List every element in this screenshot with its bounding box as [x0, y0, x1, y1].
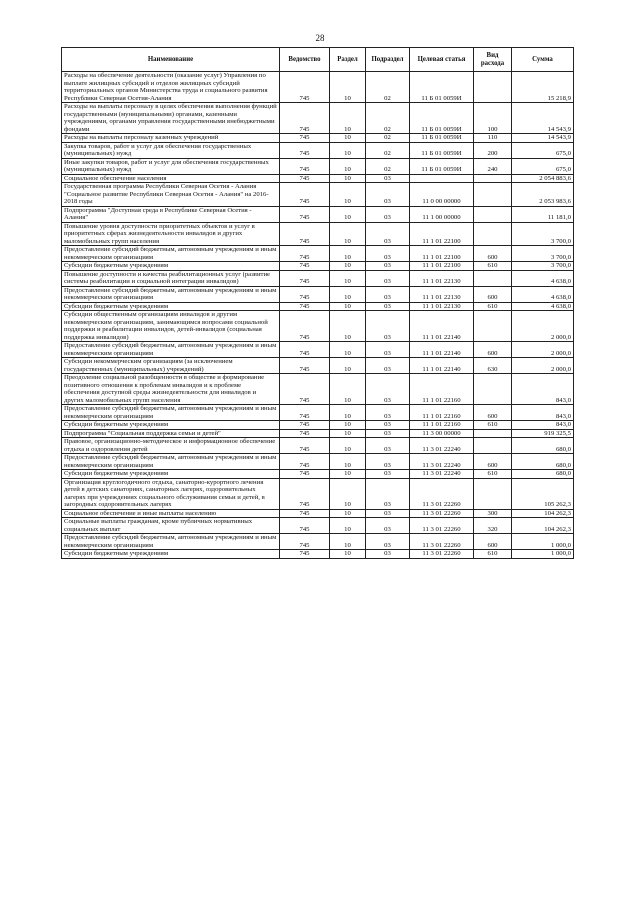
- cell-razdel: 10: [330, 454, 366, 470]
- header-statya: Целевая статья: [410, 48, 474, 72]
- cell-podrazdel: 02: [366, 158, 410, 174]
- cell-razdel: 10: [330, 518, 366, 534]
- header-razdel: Раздел: [330, 48, 366, 72]
- cell-podrazdel: 03: [366, 454, 410, 470]
- cell-name: Предоставление субсидий бюджетным, автономным учреждениям и иным некоммерческим организациям: [62, 286, 280, 302]
- cell-podrazdel: 02: [366, 72, 410, 103]
- table-row: [62, 509, 574, 518]
- cell-ved: 745: [280, 470, 330, 479]
- cell-ved: 745: [280, 158, 330, 174]
- cell-podrazdel: 02: [366, 142, 410, 158]
- cell-name: Социальное обеспечение населения: [62, 174, 280, 183]
- cell-name: Расходы на выплаты персоналу казенных учреждений: [62, 134, 280, 143]
- cell-razdel: 10: [330, 103, 366, 134]
- cell-statya: 11 1 01 22160: [410, 421, 474, 430]
- cell-ved: 745: [280, 302, 330, 311]
- table-row: [62, 470, 574, 479]
- table-row: [62, 286, 574, 302]
- cell-statya: 11 Б 01 0059И: [410, 158, 474, 174]
- cell-statya: 11 3 01 22240: [410, 438, 474, 454]
- cell-name: Организация круглогодичного отдыха, санаторно-курортного лечения детей в детских санаториях, санаторных лагерях, оздоровительных лагерях при учреждениях социального обслуживания семьи и детей, в загородных оздоровительных лагерях: [62, 478, 280, 509]
- cell-name: Предоставление субсидий бюджетным, автономным учреждениям и иным некоммерческим организациям: [62, 342, 280, 358]
- cell-vid: 110: [474, 134, 512, 143]
- cell-razdel: 10: [330, 374, 366, 405]
- table-row: [62, 206, 574, 222]
- cell-name: Подпрограмма "Социальная поддержка семьи и детей": [62, 429, 280, 438]
- cell-statya: 11 1 01 22140: [410, 311, 474, 342]
- cell-vid: 240: [474, 158, 512, 174]
- cell-name: Субсидии общественным организациям инвалидов и другим некоммерческим организациям, занимающимся вопросами социальной поддержки и реабилитации инвалидов, детей-инвалидов (социальная поддержка инвалидов): [62, 311, 280, 342]
- cell-name: Социальные выплаты гражданам, кроме публичных нормативных социальных выплат: [62, 518, 280, 534]
- cell-vid: [474, 311, 512, 342]
- cell-summa: 11 181,0: [512, 206, 574, 222]
- table-row: [62, 550, 574, 559]
- cell-summa: 4 638,0: [512, 286, 574, 302]
- cell-ved: 745: [280, 174, 330, 183]
- cell-razdel: 10: [330, 509, 366, 518]
- cell-podrazdel: 03: [366, 374, 410, 405]
- table-row: [62, 518, 574, 534]
- cell-podrazdel: 03: [366, 270, 410, 286]
- table-row: [62, 429, 574, 438]
- cell-summa: 3 700,0: [512, 222, 574, 246]
- cell-ved: 745: [280, 454, 330, 470]
- cell-vid: 600: [474, 405, 512, 421]
- cell-summa: 843,0: [512, 374, 574, 405]
- cell-podrazdel: 03: [366, 246, 410, 262]
- table-body: [62, 72, 574, 559]
- cell-ved: 745: [280, 222, 330, 246]
- cell-razdel: 10: [330, 134, 366, 143]
- table-row: [62, 302, 574, 311]
- cell-statya: 11 3 01 22240: [410, 470, 474, 479]
- cell-vid: 600: [474, 246, 512, 262]
- cell-name: Субсидии бюджетным учреждениям: [62, 470, 280, 479]
- cell-summa: 14 543,9: [512, 134, 574, 143]
- cell-razdel: 10: [330, 421, 366, 430]
- cell-vid: [474, 270, 512, 286]
- cell-summa: 1 000,0: [512, 534, 574, 550]
- cell-statya: 11 1 01 22140: [410, 358, 474, 374]
- cell-razdel: 10: [330, 142, 366, 158]
- cell-razdel: 10: [330, 183, 366, 207]
- table-row: [62, 311, 574, 342]
- cell-ved: 745: [280, 534, 330, 550]
- cell-summa: 15 218,9: [512, 72, 574, 103]
- cell-summa: 675,0: [512, 158, 574, 174]
- cell-vid: 610: [474, 550, 512, 559]
- table-row: [62, 134, 574, 143]
- table-row: [62, 438, 574, 454]
- cell-name: Субсидии бюджетным учреждениям: [62, 262, 280, 271]
- cell-razdel: 10: [330, 478, 366, 509]
- cell-statya: 11 3 01 22240: [410, 454, 474, 470]
- cell-summa: 680,0: [512, 454, 574, 470]
- cell-podrazdel: 03: [366, 286, 410, 302]
- cell-name: Предоставление субсидий бюджетным, автономным учреждениям и иным некоммерческим организациям: [62, 246, 280, 262]
- cell-statya: 11 0 00 00000: [410, 183, 474, 207]
- cell-ved: 745: [280, 429, 330, 438]
- cell-statya: 11 3 01 22260: [410, 478, 474, 509]
- cell-statya: 11 3 01 22260: [410, 509, 474, 518]
- table-row: [62, 405, 574, 421]
- cell-razdel: 10: [330, 174, 366, 183]
- cell-summa: 680,0: [512, 470, 574, 479]
- cell-vid: 600: [474, 286, 512, 302]
- cell-statya: 11 Б 01 0059И: [410, 142, 474, 158]
- table-row: [62, 103, 574, 134]
- cell-razdel: 10: [330, 206, 366, 222]
- cell-ved: 745: [280, 405, 330, 421]
- cell-name: Предоставление субсидий бюджетным, автономным учреждениям и иным некоммерческим организациям: [62, 405, 280, 421]
- cell-podrazdel: 03: [366, 509, 410, 518]
- cell-statya: 11 1 01 22130: [410, 302, 474, 311]
- cell-podrazdel: 03: [366, 421, 410, 430]
- cell-ved: 745: [280, 262, 330, 271]
- table-row: [62, 454, 574, 470]
- header-podrazdel: Подраздел: [366, 48, 410, 72]
- cell-podrazdel: 03: [366, 358, 410, 374]
- cell-statya: 11 1 01 22130: [410, 286, 474, 302]
- cell-razdel: 10: [330, 302, 366, 311]
- cell-podrazdel: 03: [366, 429, 410, 438]
- cell-vid: [474, 222, 512, 246]
- cell-vid: 320: [474, 518, 512, 534]
- cell-summa: 2 000,0: [512, 358, 574, 374]
- table-row: [62, 174, 574, 183]
- cell-podrazdel: 03: [366, 222, 410, 246]
- cell-podrazdel: 03: [366, 206, 410, 222]
- cell-ved: 745: [280, 311, 330, 342]
- cell-vid: 610: [474, 421, 512, 430]
- page-number: 28: [315, 33, 325, 43]
- cell-name: Повышение доступности и качества реабилитационных услуг (развитие системы реабилитации и социальной интеграции инвалидов): [62, 270, 280, 286]
- cell-podrazdel: 03: [366, 438, 410, 454]
- cell-ved: 745: [280, 246, 330, 262]
- cell-summa: 843,0: [512, 405, 574, 421]
- cell-razdel: 10: [330, 311, 366, 342]
- cell-ved: 745: [280, 550, 330, 559]
- cell-ved: 745: [280, 421, 330, 430]
- cell-name: Предоставление субсидий бюджетным, автономным учреждениям и иным некоммерческим организациям: [62, 534, 280, 550]
- cell-razdel: 10: [330, 342, 366, 358]
- table-row: [62, 358, 574, 374]
- cell-razdel: 10: [330, 222, 366, 246]
- cell-razdel: 10: [330, 286, 366, 302]
- cell-vid: [474, 429, 512, 438]
- cell-statya: 11 1 01 22100: [410, 262, 474, 271]
- cell-vid: [474, 174, 512, 183]
- cell-ved: 745: [280, 374, 330, 405]
- cell-vid: 610: [474, 302, 512, 311]
- table-header-row: [62, 48, 574, 72]
- cell-podrazdel: 03: [366, 262, 410, 271]
- cell-vid: 200: [474, 142, 512, 158]
- cell-podrazdel: 03: [366, 302, 410, 311]
- cell-summa: 104 262,3: [512, 509, 574, 518]
- cell-vid: 100: [474, 103, 512, 134]
- cell-vid: [474, 374, 512, 405]
- cell-summa: 680,0: [512, 438, 574, 454]
- cell-name: Иные закупки товаров, работ и услуг для обеспечения государственных (муниципальных) нужд: [62, 158, 280, 174]
- cell-summa: 1 000,0: [512, 550, 574, 559]
- cell-summa: 3 700,0: [512, 262, 574, 271]
- cell-summa: 104 262,3: [512, 518, 574, 534]
- header-ved: Ведомство: [280, 48, 330, 72]
- cell-razdel: 10: [330, 470, 366, 479]
- cell-vid: 610: [474, 470, 512, 479]
- cell-razdel: 10: [330, 429, 366, 438]
- cell-summa: 843,0: [512, 421, 574, 430]
- cell-ved: 745: [280, 438, 330, 454]
- budget-table: [61, 47, 574, 559]
- cell-vid: 610: [474, 262, 512, 271]
- cell-ved: 745: [280, 72, 330, 103]
- header-summa: Сумма: [512, 48, 574, 72]
- cell-summa: 2 053 983,6: [512, 183, 574, 207]
- cell-summa: 105 262,3: [512, 478, 574, 509]
- cell-name: Закупка товаров, работ и услуг для обеспечения государственных (муниципальных) нужд: [62, 142, 280, 158]
- cell-vid: 300: [474, 509, 512, 518]
- cell-statya: 11 3 01 22260: [410, 518, 474, 534]
- cell-ved: 745: [280, 342, 330, 358]
- table-row: [62, 534, 574, 550]
- cell-summa: 675,0: [512, 142, 574, 158]
- table-row: [62, 270, 574, 286]
- cell-name: Субсидии бюджетным учреждениям: [62, 550, 280, 559]
- cell-razdel: 10: [330, 158, 366, 174]
- cell-ved: 745: [280, 518, 330, 534]
- cell-podrazdel: 03: [366, 342, 410, 358]
- cell-podrazdel: 03: [366, 174, 410, 183]
- cell-razdel: 10: [330, 246, 366, 262]
- table-row: [62, 246, 574, 262]
- table-row: [62, 421, 574, 430]
- table-row: [62, 478, 574, 509]
- cell-ved: 745: [280, 509, 330, 518]
- cell-statya: 11 1 01 22130: [410, 270, 474, 286]
- cell-ved: 745: [280, 270, 330, 286]
- cell-razdel: 10: [330, 358, 366, 374]
- cell-name: Субсидии бюджетным учреждениям: [62, 421, 280, 430]
- table-row: [62, 262, 574, 271]
- cell-statya: 11 1 01 22160: [410, 374, 474, 405]
- cell-vid: [474, 72, 512, 103]
- cell-ved: 745: [280, 183, 330, 207]
- cell-vid: 600: [474, 454, 512, 470]
- cell-name: Правовое, организационно-методическое и информационное обеспечение отдыха и оздоровления детей: [62, 438, 280, 454]
- cell-razdel: 10: [330, 405, 366, 421]
- cell-podrazdel: 03: [366, 518, 410, 534]
- cell-statya: 11 3 01 22260: [410, 534, 474, 550]
- cell-razdel: 10: [330, 72, 366, 103]
- cell-summa: 2 000,0: [512, 311, 574, 342]
- table-row: [62, 72, 574, 103]
- cell-summa: 14 543,9: [512, 103, 574, 134]
- cell-razdel: 10: [330, 438, 366, 454]
- cell-summa: 3 700,0: [512, 246, 574, 262]
- cell-name: Расходы на обеспечение деятельности (оказание услуг) Управления по выплате жилищных субсидий и отделов жилищных субсидий территориальных органов Министерства труда и социального развития Республики Северная Осетия-Алания: [62, 72, 280, 103]
- cell-name: Повышение уровня доступности приоритетных объектов и услуг в приоритетных сферах жизнедеятельности инвалидов и других маломобильных групп населения: [62, 222, 280, 246]
- cell-ved: 745: [280, 206, 330, 222]
- cell-podrazdel: 03: [366, 534, 410, 550]
- cell-name: Преодоление социальной разобщенности в обществе и формирование позитивного отношения к проблемам инвалидов и к проблеме обеспечения доступной среды жизнедеятельности для инвалидов и других маломобильных групп населения: [62, 374, 280, 405]
- cell-statya: 11 Б 01 0059И: [410, 134, 474, 143]
- cell-name: Подпрограмма "Доступная среда в Республике Северная Осетия - Алания": [62, 206, 280, 222]
- cell-ved: 745: [280, 142, 330, 158]
- cell-statya: 11 1 01 22160: [410, 405, 474, 421]
- cell-statya: 11 1 01 22100: [410, 222, 474, 246]
- table-row: [62, 158, 574, 174]
- cell-podrazdel: 03: [366, 405, 410, 421]
- cell-statya: 11 1 00 00000: [410, 206, 474, 222]
- cell-statya: [410, 174, 474, 183]
- cell-razdel: 10: [330, 262, 366, 271]
- cell-vid: [474, 183, 512, 207]
- cell-name: Государственная программа Республики Северная Осетия - Алания "Социальное развитие Республики Северная Осетия - Алания" на 2016-2018 годы: [62, 183, 280, 207]
- cell-vid: [474, 438, 512, 454]
- cell-podrazdel: 03: [366, 478, 410, 509]
- cell-statya: 11 3 00 00000: [410, 429, 474, 438]
- header-vid: Вид расхода: [474, 48, 512, 72]
- cell-podrazdel: 02: [366, 103, 410, 134]
- cell-summa: 2 000,0: [512, 342, 574, 358]
- header-name: Наименование: [62, 48, 280, 72]
- cell-podrazdel: 02: [366, 134, 410, 143]
- cell-statya: 11 1 01 22140: [410, 342, 474, 358]
- cell-ved: 745: [280, 103, 330, 134]
- cell-vid: [474, 206, 512, 222]
- cell-vid: 600: [474, 342, 512, 358]
- cell-podrazdel: 03: [366, 470, 410, 479]
- table-row: [62, 142, 574, 158]
- cell-razdel: 10: [330, 550, 366, 559]
- table-row: [62, 374, 574, 405]
- table-row: [62, 222, 574, 246]
- cell-statya: 11 3 01 22260: [410, 550, 474, 559]
- cell-name: Социальное обеспечение и иные выплаты населению: [62, 509, 280, 518]
- cell-podrazdel: 03: [366, 311, 410, 342]
- cell-razdel: 10: [330, 270, 366, 286]
- cell-vid: [474, 478, 512, 509]
- cell-vid: 630: [474, 358, 512, 374]
- cell-summa: 919 325,5: [512, 429, 574, 438]
- cell-summa: 4 638,0: [512, 302, 574, 311]
- cell-ved: 745: [280, 478, 330, 509]
- cell-ved: 745: [280, 286, 330, 302]
- cell-statya: 11 1 01 22100: [410, 246, 474, 262]
- table-row: [62, 183, 574, 207]
- cell-podrazdel: 03: [366, 550, 410, 559]
- cell-name: Субсидии некоммерческим организациям (за исключением государственных (муниципальных) учреждений): [62, 358, 280, 374]
- cell-ved: 745: [280, 358, 330, 374]
- cell-razdel: 10: [330, 534, 366, 550]
- cell-summa: 2 054 883,6: [512, 174, 574, 183]
- cell-statya: 11 Б 01 0059И: [410, 103, 474, 134]
- cell-name: Субсидии бюджетным учреждениям: [62, 302, 280, 311]
- cell-name: Предоставление субсидий бюджетным, автономным учреждениям и иным некоммерческим организациям: [62, 454, 280, 470]
- cell-summa: 4 638,0: [512, 270, 574, 286]
- table-row: [62, 342, 574, 358]
- cell-podrazdel: 03: [366, 183, 410, 207]
- cell-vid: 600: [474, 534, 512, 550]
- cell-ved: 745: [280, 134, 330, 143]
- cell-name: Расходы на выплаты персоналу в целях обеспечения выполнения функций государственными (муниципальными) органами, казенными учреждениями, органами управления государственными внебюджетными фондами: [62, 103, 280, 134]
- cell-statya: 11 Б 01 0059И: [410, 72, 474, 103]
